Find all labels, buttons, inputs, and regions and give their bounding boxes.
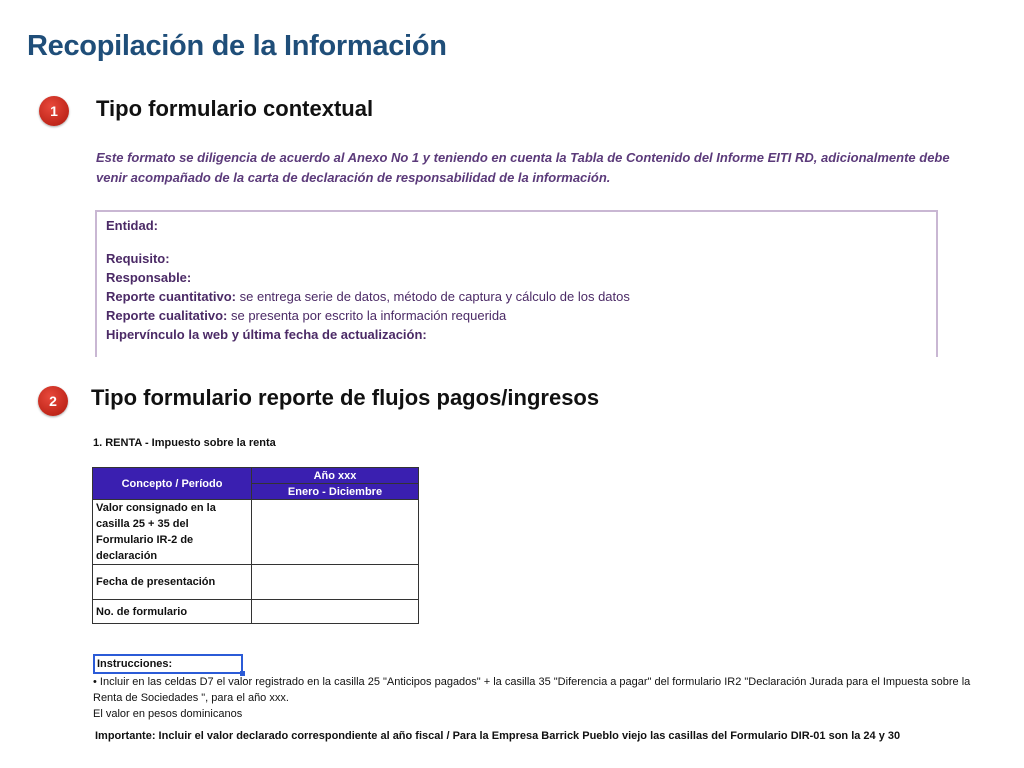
form-field-entidad [106,216,928,235]
field-label: Reporte cualitativo: [106,308,228,323]
value-cell[interactable] [252,600,419,624]
report-table [92,467,419,624]
field-label: Responsable: [106,270,192,285]
section-heading: Tipo formulario reporte de flujos pagos/ingresos [91,385,600,410]
field-label: Entidad: [106,218,158,233]
section-number-badge: 2 [38,386,68,416]
field-value: se presenta por escrito la información requerida [227,308,507,323]
column-header-year: Año xxx [252,468,419,484]
row-label: No. de formulario [93,600,252,624]
field-label: Reporte cuantitativo: [106,289,237,304]
page-title: Recopilación de la Información [27,30,447,62]
instructions-currency-note: El valor en pesos dominicanos [93,708,243,720]
instructions-block [93,654,973,722]
form-field-responsable [106,268,928,287]
section-heading: Tipo formulario contextual [96,96,374,121]
value-cell[interactable] [252,500,419,565]
description-note: Este formato se diligencia de acuerdo al Anexo No 1 y teniendo en cuenta la Tabla de Contenido del Informe EITI RD, adicionalmente debe venir acompañado de la carta de declaración de responsabilidad de la información. [96,150,950,185]
column-header-period: Enero - Diciembre [252,484,419,500]
form-field-reporte-cuantitativo [106,287,928,306]
value-cell[interactable] [252,565,419,600]
field-value: se entrega serie de datos, método de captura y cálculo de los datos [236,289,630,304]
important-note: Importante: Incluir el valor declarado correspondiente al año fiscal / Para la Empresa Barrick Pueblo viejo las casillas del Formulario DIR-01 son la 24 y 30 [95,730,901,742]
form-field-reporte-cualitativo [106,306,928,325]
field-label: Hipervínculo la web y última fecha de actualización: [106,327,427,342]
form-field-requisito [106,249,928,268]
contextual-form-box [95,210,938,357]
form-field-hipervinculo [106,325,928,344]
table-subtitle: 1. RENTA - Impuesto sobre la renta [93,437,276,449]
row-label: Valor consignado en la casilla 25 + 35 del Formulario IR-2 de declaración [93,500,252,565]
instructions-label-cell[interactable]: Instrucciones: [93,654,243,674]
column-header-concepto: Concepto / Período [93,468,252,500]
row-label: Fecha de presentación [93,565,252,600]
section-number-badge: 1 [39,96,69,126]
instructions-text: • Incluir en las celdas D7 el valor registrado en la casilla 25 "Anticipos pagados" + la casilla 35 "Diferencia a pagar" del formulario IR2 "Declaración Jurada para el Impuesta sobre la Renta de Sociedades ", para el año xxx. [93,676,971,704]
field-label: Requisito: [106,251,170,266]
